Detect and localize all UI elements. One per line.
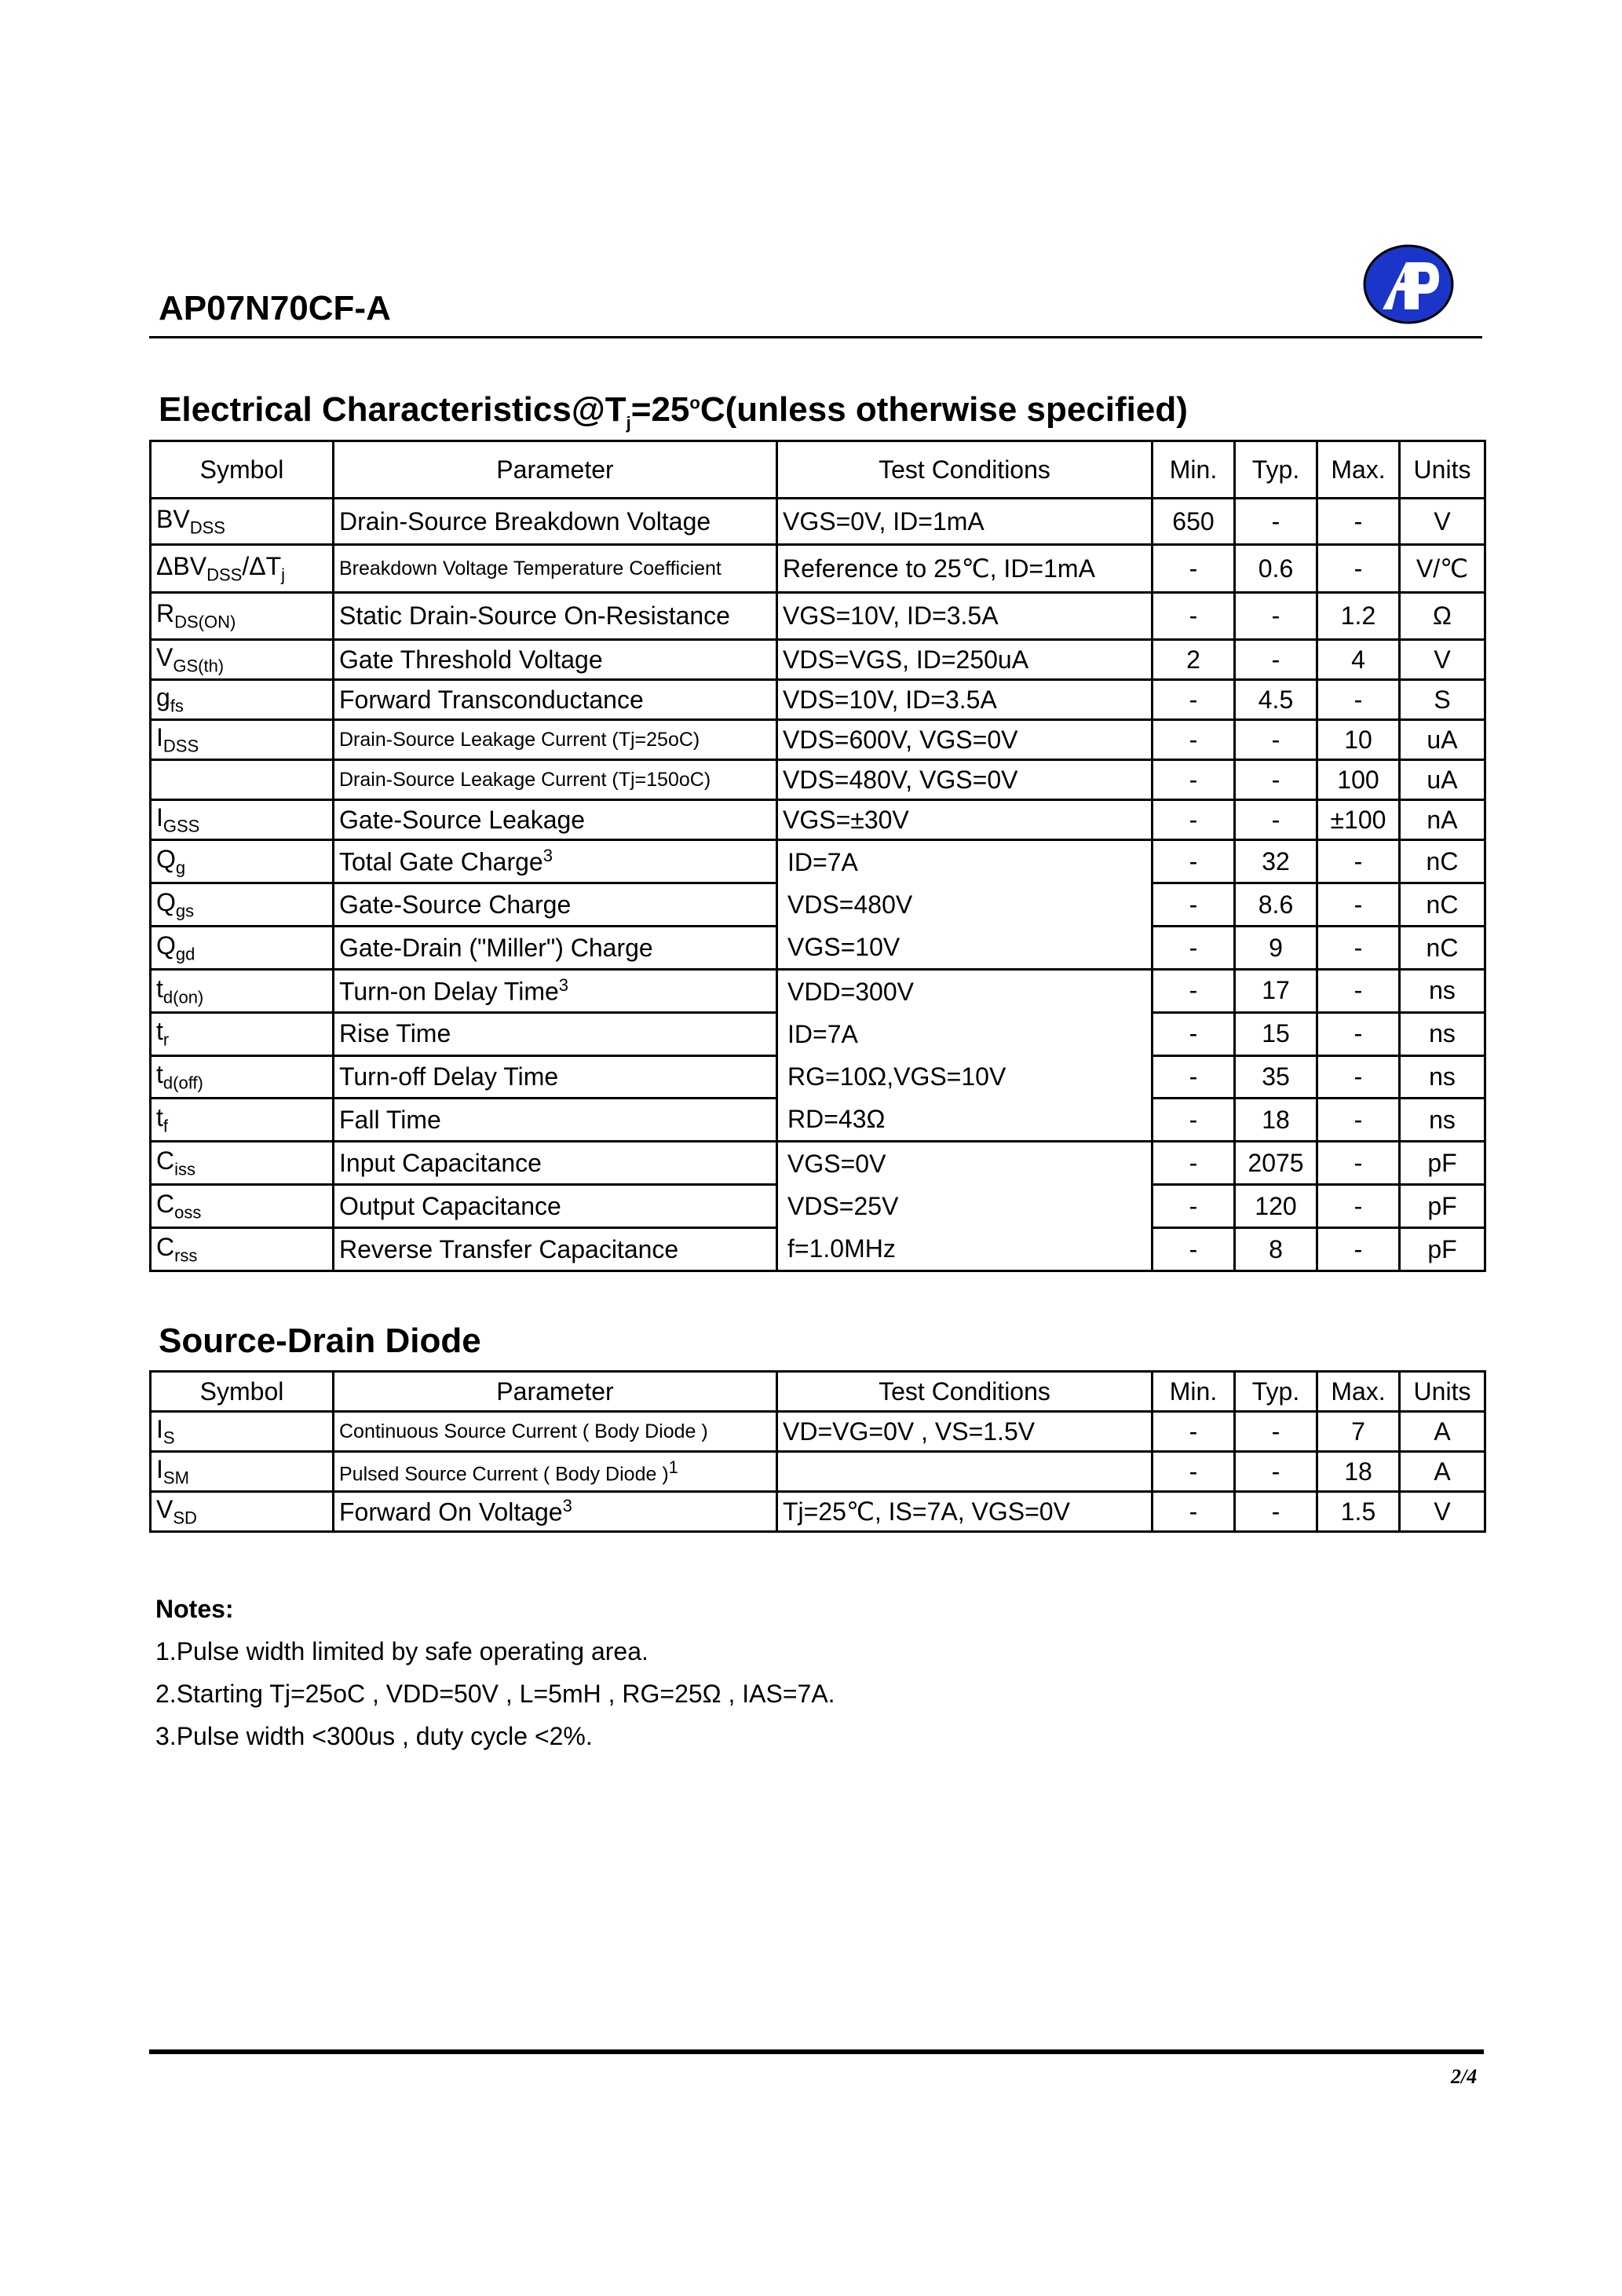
condition-line: RD=43Ω — [787, 1105, 886, 1133]
units-cell: Ω — [1400, 593, 1485, 640]
typ-cell: - — [1235, 760, 1317, 800]
conditions-cell: VGS=10V, ID=3.5A — [777, 593, 1153, 640]
typ-cell: - — [1235, 1492, 1317, 1532]
conditions-cell: VDS=600V, VGS=0V — [777, 720, 1153, 760]
units-cell: S — [1400, 680, 1485, 720]
units-cell: ns — [1400, 1099, 1485, 1142]
header-rule — [149, 336, 1482, 338]
conditions-cell: Tj=25℃, IS=7A, VGS=0V — [777, 1492, 1153, 1532]
table-row — [151, 1412, 1485, 1452]
conditions-cell: VDS=480V, VGS=0V — [777, 760, 1153, 800]
typ-cell: - — [1235, 593, 1317, 640]
min-cell: - — [1153, 1142, 1235, 1185]
min-cell: - — [1153, 1055, 1235, 1099]
typ-cell: 15 — [1235, 1012, 1317, 1055]
units-cell: pF — [1400, 1142, 1485, 1185]
units-cell: pF — [1400, 1228, 1485, 1271]
table-row — [151, 499, 1485, 545]
parameter-cell: Gate-Source Leakage — [334, 800, 777, 840]
symbol-cell: $C_{rss}$ — [151, 1228, 334, 1271]
condition-line: VDD=300V — [787, 978, 914, 1006]
conditions-cell: VGS=0V, ID=1mA — [777, 499, 1153, 545]
min-cell: - — [1153, 1412, 1235, 1452]
condition-line: f=1.0MHz — [787, 1234, 896, 1263]
parameter-cell: Breakdown Voltage Temperature Coefficient — [334, 545, 777, 593]
footer-rule — [149, 2049, 1484, 2054]
typ-cell: 0.6 — [1235, 545, 1317, 593]
conditions-cell — [777, 1452, 1153, 1492]
parameter-cell: Fall Time — [334, 1099, 777, 1142]
symbol-cell: $t_r$ — [151, 1012, 334, 1055]
min-cell: - — [1153, 1099, 1235, 1142]
units-cell: ns — [1400, 970, 1485, 1013]
symbol-cell: $C_{oss}$ — [151, 1185, 334, 1228]
col-symbol: Symbol — [151, 441, 334, 499]
min-cell: - — [1153, 1492, 1235, 1532]
col-min: Min. — [1153, 1372, 1235, 1412]
max-cell: - — [1317, 1099, 1400, 1142]
units-cell: ns — [1400, 1055, 1485, 1099]
symbol-cell: $g_{fs}$ — [151, 680, 334, 720]
typ-cell: 120 — [1235, 1185, 1317, 1228]
units-cell: uA — [1400, 720, 1485, 760]
parameter-cell: Output Capacitance — [334, 1185, 777, 1228]
max-cell: - — [1317, 1228, 1400, 1271]
table-row — [151, 720, 1485, 760]
parameter-cell: Pulsed Source Current ( Body Diode )$^1$ — [334, 1452, 777, 1492]
table-row — [151, 1142, 1485, 1185]
col-typ: Typ. — [1235, 441, 1317, 499]
min-cell: - — [1153, 1228, 1235, 1271]
condition-line: RG=10Ω,VGS=10V — [787, 1062, 1006, 1091]
symbol-cell: $C_{iss}$ — [151, 1142, 334, 1185]
table-row — [151, 970, 1485, 1013]
parameter-cell: Rise Time — [334, 1012, 777, 1055]
notes-title: Notes: — [155, 1595, 234, 1623]
note-item: 3.Pulse width <300us , duty cycle <2%. — [155, 1722, 593, 1750]
typ-cell: 18 — [1235, 1099, 1317, 1142]
condition-line: VGS=0V — [787, 1150, 886, 1178]
source-drain-diode-title: Source-Drain Diode — [159, 1322, 481, 1360]
max-cell: - — [1317, 927, 1400, 970]
col-parameter: Parameter — [334, 1372, 777, 1412]
symbol-cell: $Q_{gd}$ — [151, 927, 334, 970]
parameter-cell: Gate-Drain ("Miller") Charge — [334, 927, 777, 970]
parameter-cell: Drain-Source Leakage Current (Tj=25oC) — [334, 720, 777, 760]
condition-line: VDS=480V — [787, 890, 913, 919]
col-max: Max. — [1317, 1372, 1400, 1412]
units-cell: uA — [1400, 760, 1485, 800]
max-cell: - — [1317, 883, 1400, 927]
typ-cell: 2075 — [1235, 1142, 1317, 1185]
table-row — [151, 840, 1485, 883]
symbol-cell: $I_{SM}$ — [151, 1452, 334, 1492]
parameter-cell: Input Capacitance — [334, 1142, 777, 1185]
max-cell: - — [1317, 545, 1400, 593]
min-cell: - — [1153, 800, 1235, 840]
conditions-cell: Reference to 25℃, ID=1mA — [777, 545, 1153, 593]
parameter-cell: Forward Transconductance — [334, 680, 777, 720]
typ-cell: 4.5 — [1235, 680, 1317, 720]
parameter-cell: Static Drain-Source On-Resistance — [334, 593, 777, 640]
min-cell: 2 — [1153, 640, 1235, 680]
symbol-cell: $t_{d(on)}$ — [151, 970, 334, 1013]
min-cell: - — [1153, 840, 1235, 883]
parameter-cell: Turn-on Delay Time$^3$ — [334, 970, 777, 1013]
parameter-cell: Total Gate Charge$^3$ — [334, 840, 777, 883]
notes-block — [155, 1588, 835, 1757]
symbol-cell: $I_{GSS}$ — [151, 800, 334, 840]
units-cell: ns — [1400, 1012, 1485, 1055]
conditions-cell: VDS=VGS, ID=250uA — [777, 640, 1153, 680]
col-conditions: Test Conditions — [777, 1372, 1153, 1412]
col-parameter: Parameter — [334, 441, 777, 499]
units-cell: V — [1400, 1492, 1485, 1532]
units-cell: nA — [1400, 800, 1485, 840]
electrical-characteristics-title: Electrical $Characteristics@T_j=25^oC(unless$ otherwise specified) — [159, 390, 1188, 433]
typ-cell: - — [1235, 720, 1317, 760]
conditions-cell: VDS=10V, ID=3.5A — [777, 680, 1153, 720]
source-drain-diode-table — [149, 1370, 1486, 1533]
parameter-cell: Gate Threshold Voltage — [334, 640, 777, 680]
table-row — [151, 760, 1485, 800]
min-cell: - — [1153, 1452, 1235, 1492]
min-cell: - — [1153, 545, 1235, 593]
typ-cell: - — [1235, 499, 1317, 545]
symbol-cell: $V_{GS(th)}$ — [151, 640, 334, 680]
conditions-cell: VD=VG=0V , VS=1.5V — [777, 1412, 1153, 1452]
max-cell: - — [1317, 970, 1400, 1013]
table-row — [151, 1492, 1485, 1532]
parameter-cell: Gate-Source Charge — [334, 883, 777, 927]
typ-cell: - — [1235, 640, 1317, 680]
condition-line: VGS=10V — [787, 933, 901, 961]
condition-line: ID=7A — [787, 1020, 858, 1048]
company-logo-icon — [1362, 243, 1455, 325]
symbol-cell — [151, 760, 334, 800]
symbol-cell: $BV_{DSS}$ — [151, 499, 334, 545]
table-row — [151, 640, 1485, 680]
max-cell: 7 — [1317, 1412, 1400, 1452]
symbol-cell: $I_{DSS}$ — [151, 720, 334, 760]
typ-cell: 35 — [1235, 1055, 1317, 1099]
typ-cell: 17 — [1235, 970, 1317, 1013]
symbol-cell: $t_{d(off)}$ — [151, 1055, 334, 1099]
symbol-cell: $Q_{gs}$ — [151, 883, 334, 927]
min-cell: 650 — [1153, 499, 1235, 545]
units-cell: A — [1400, 1452, 1485, 1492]
max-cell: ±100 — [1317, 800, 1400, 840]
page-number: 2/4 — [1451, 2065, 1478, 2088]
units-cell: A — [1400, 1412, 1485, 1452]
min-cell: - — [1153, 1012, 1235, 1055]
max-cell: - — [1317, 499, 1400, 545]
note-item: 2.Starting Tj=25oC , VDD=50V , L=5mH , RG=25Ω , IAS=7A. — [155, 1680, 835, 1708]
symbol-cell: $R_{DS(ON)}$ — [151, 593, 334, 640]
units-cell: V/℃ — [1400, 545, 1485, 593]
col-units: Units — [1400, 1372, 1485, 1412]
col-conditions: Test Conditions — [777, 441, 1153, 499]
units-cell: V — [1400, 640, 1485, 680]
units-cell: pF — [1400, 1185, 1485, 1228]
min-cell: - — [1153, 680, 1235, 720]
symbol-cell: $Q_g$ — [151, 840, 334, 883]
table-header-row — [151, 1372, 1485, 1412]
typ-cell: 8.6 — [1235, 883, 1317, 927]
max-cell: - — [1317, 840, 1400, 883]
typ-cell: - — [1235, 1452, 1317, 1492]
table-row — [151, 545, 1485, 593]
conditions-cell-group — [777, 970, 1153, 1142]
col-symbol: Symbol — [151, 1372, 334, 1412]
table-row — [151, 1452, 1485, 1492]
col-units: Units — [1400, 441, 1485, 499]
symbol-cell: $\Delta BV_{DSS}/\Delta T_j$ — [151, 545, 334, 593]
symbol-cell: $V_{SD}$ — [151, 1492, 334, 1532]
parameter-cell: Drain-Source Leakage Current (Tj=150oC) — [334, 760, 777, 800]
table-row — [151, 593, 1485, 640]
typ-cell: 8 — [1235, 1228, 1317, 1271]
table-row — [151, 800, 1485, 840]
max-cell: 4 — [1317, 640, 1400, 680]
symbol-cell: $t_f$ — [151, 1099, 334, 1142]
parameter-cell: Drain-Source Breakdown Voltage — [334, 499, 777, 545]
typ-cell: - — [1235, 800, 1317, 840]
max-cell: - — [1317, 1142, 1400, 1185]
typ-cell: 32 — [1235, 840, 1317, 883]
condition-line: VDS=25V — [787, 1192, 899, 1220]
max-cell: 10 — [1317, 720, 1400, 760]
conditions-cell: VGS=±30V — [777, 800, 1153, 840]
max-cell: 1.5 — [1317, 1492, 1400, 1532]
max-cell: 1.2 — [1317, 593, 1400, 640]
table-header-row — [151, 441, 1485, 499]
max-cell: - — [1317, 680, 1400, 720]
units-cell: V — [1400, 499, 1485, 545]
min-cell: - — [1153, 593, 1235, 640]
note-item: 1.Pulse width limited by safe operating area. — [155, 1637, 648, 1665]
min-cell: - — [1153, 720, 1235, 760]
col-max: Max. — [1317, 441, 1400, 499]
min-cell: - — [1153, 1185, 1235, 1228]
parameter-cell: Continuous Source Current ( Body Diode ) — [334, 1412, 777, 1452]
symbol-cell: $I_S$ — [151, 1412, 334, 1452]
parameter-cell: Reverse Transfer Capacitance — [334, 1228, 777, 1271]
conditions-cell-group — [777, 840, 1153, 970]
max-cell: 100 — [1317, 760, 1400, 800]
min-cell: - — [1153, 927, 1235, 970]
units-cell: nC — [1400, 927, 1485, 970]
min-cell: - — [1153, 883, 1235, 927]
units-cell: nC — [1400, 883, 1485, 927]
electrical-characteristics-table — [149, 440, 1486, 1272]
parameter-cell: Forward On Voltage$^3$ — [334, 1492, 777, 1532]
col-typ: Typ. — [1235, 1372, 1317, 1412]
parameter-cell: Turn-off Delay Time — [334, 1055, 777, 1099]
condition-line: ID=7A — [787, 848, 858, 876]
min-cell: - — [1153, 970, 1235, 1013]
max-cell: - — [1317, 1055, 1400, 1099]
min-cell: - — [1153, 760, 1235, 800]
units-cell: nC — [1400, 840, 1485, 883]
conditions-cell-group — [777, 1142, 1153, 1271]
col-min: Min. — [1153, 441, 1235, 499]
max-cell: - — [1317, 1185, 1400, 1228]
typ-cell: - — [1235, 1412, 1317, 1452]
max-cell: 18 — [1317, 1452, 1400, 1492]
max-cell: - — [1317, 1012, 1400, 1055]
part-number-title: AP07N70CF-A — [159, 289, 391, 327]
table-row — [151, 680, 1485, 720]
typ-cell: 9 — [1235, 927, 1317, 970]
